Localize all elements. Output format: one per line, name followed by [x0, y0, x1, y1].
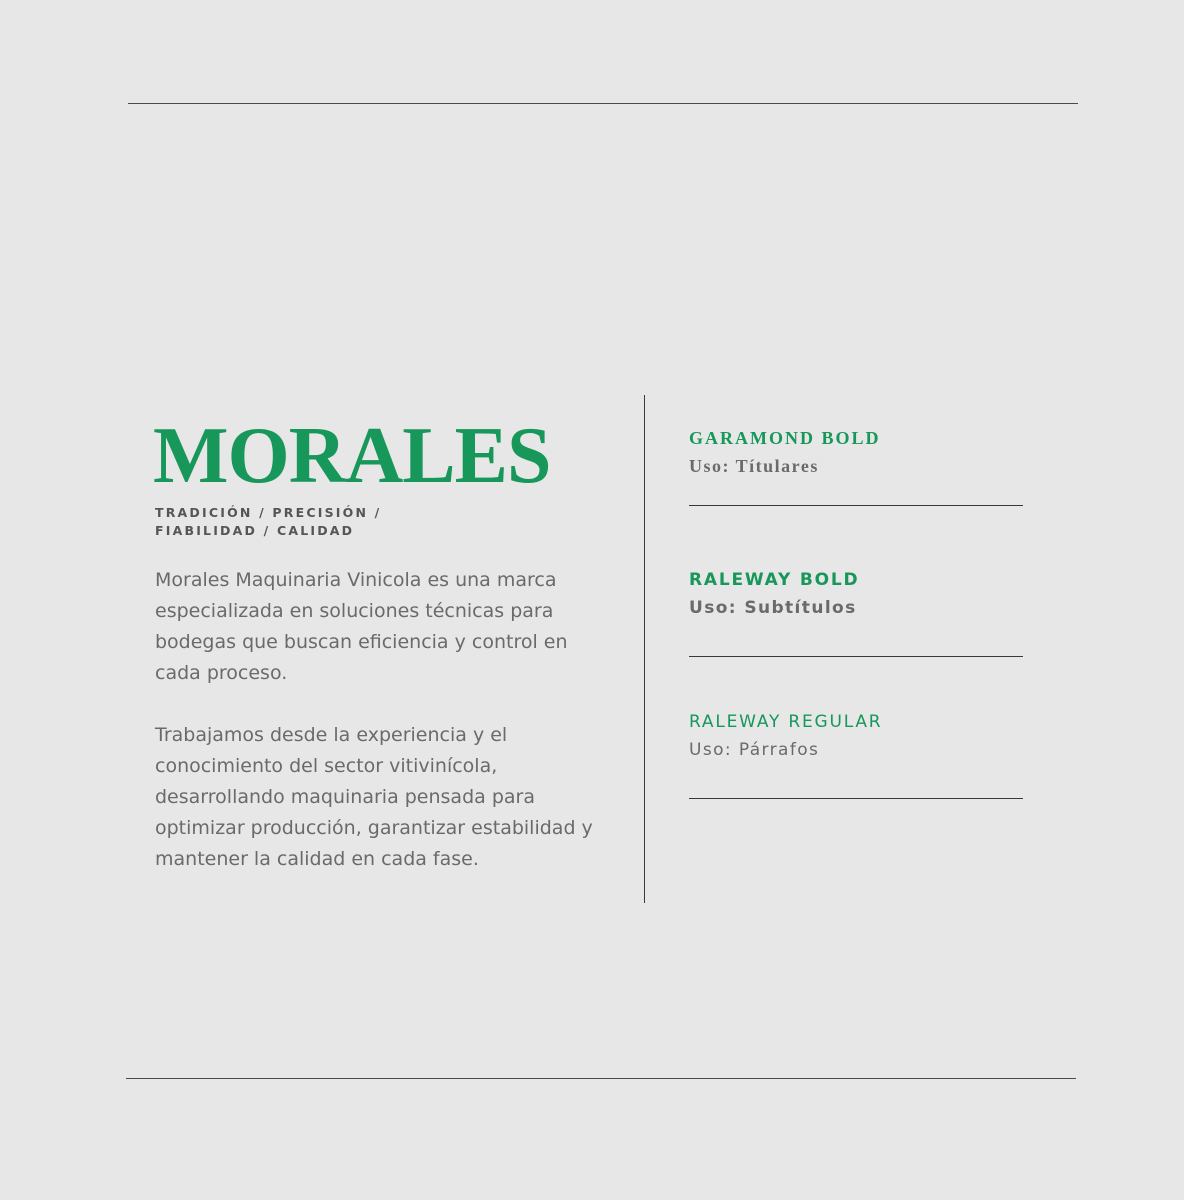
font-name: GARAMOND BOLD — [689, 428, 881, 448]
font-spec-rule — [689, 798, 1023, 799]
tagline-line-2: FIABILIDAD / CALIDAD — [155, 523, 355, 538]
font-spec-raleway-bold — [689, 566, 1023, 622]
font-spec-garamond-bold — [689, 424, 1023, 480]
font-spec-rule — [689, 505, 1023, 506]
font-usage: Uso: Párrafos — [689, 740, 820, 760]
description-paragraph-1: Morales Maquinaria Vinicola es una marca especializada en soluciones técnicas para bodegas que buscan eficiencia y control en cada proceso. — [155, 569, 568, 684]
font-spec-rule — [689, 656, 1023, 657]
brand-tagline — [155, 504, 415, 540]
top-rule — [128, 103, 1078, 104]
font-name: RALEWAY BOLD — [689, 570, 860, 590]
bottom-rule — [126, 1078, 1076, 1079]
tagline-line-1: TRADICIÓN / PRECISIÓN / — [155, 505, 382, 520]
font-usage: Uso: Subtítulos — [689, 598, 857, 618]
font-usage: Uso: Títulares — [689, 456, 819, 476]
brand-title: MORALES — [153, 412, 551, 500]
vertical-divider — [644, 395, 645, 903]
description-paragraph-2: Trabajamos desde la experiencia y el conocimiento del sector vitivinícola, desarrollando maquinaria pensada para optimizar producción, garantizar estabilidad y mantener la calidad en cada fase. — [155, 724, 593, 870]
font-name: RALEWAY REGULAR — [689, 712, 883, 732]
font-spec-raleway-regular — [689, 708, 1023, 764]
